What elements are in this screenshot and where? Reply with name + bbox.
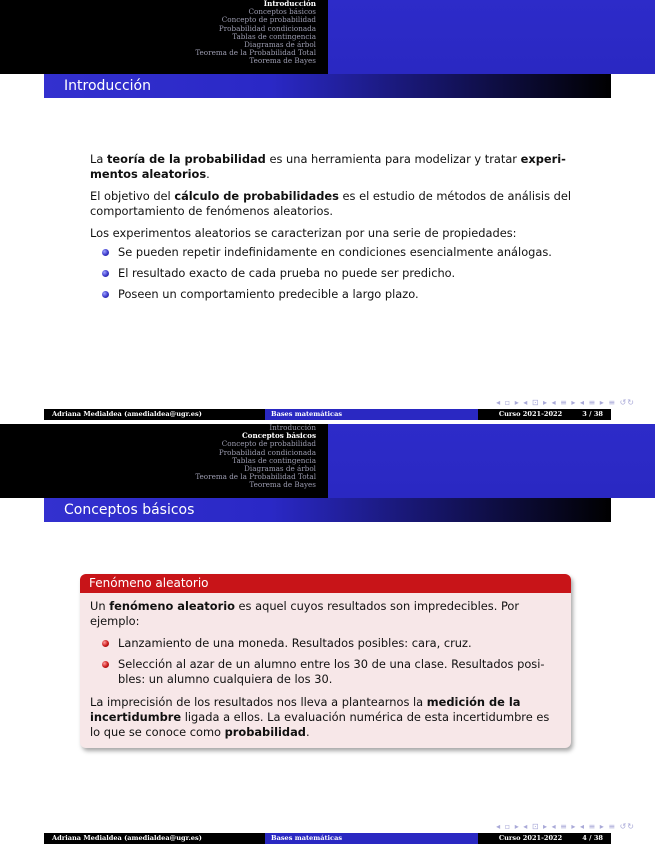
header-toc-panel <box>0 424 328 498</box>
footer-right <box>478 409 611 420</box>
slide-body <box>90 152 580 308</box>
toc-item-concepto-probabilidad[interactable]: Concepto de probabilidad <box>221 15 316 25</box>
paragraph-definition: Un fenómeno aleatorio es aquel cuyos resultados son impredecibles. Por ejemplo: <box>90 599 520 628</box>
header-band <box>0 424 655 498</box>
toc-item-bayes[interactable]: Teorema de Bayes <box>249 56 316 66</box>
header-blue-panel <box>328 424 655 498</box>
footer-author: Adriana Medialdea (amedialdea@ugr.es) <box>44 833 265 844</box>
toc-item-introduccion[interactable]: Introducción <box>263 0 316 8</box>
table-of-contents <box>195 424 316 490</box>
toc-item-probabilidad-total[interactable]: Teorema de la Probabilidad Total <box>195 472 316 482</box>
bullet-icon <box>102 640 109 647</box>
block-title: Fenómeno aleatorio <box>80 574 571 593</box>
list-item: Lanzamiento de una moneda. Resultados posibles: cara, cruz. <box>102 636 561 651</box>
toc-item-bayes[interactable]: Teorema de Bayes <box>249 480 316 490</box>
examples-list <box>90 636 561 687</box>
toc-item-introduccion[interactable]: Introducción <box>269 423 316 432</box>
slide-conceptos-basicos <box>0 424 655 848</box>
header-blue-panel <box>328 0 655 74</box>
header-band <box>0 0 655 74</box>
header-toc-panel <box>0 0 328 74</box>
toc-item-probabilidad-condicionada[interactable]: Probabilidad condicionada <box>218 447 316 457</box>
list-item: Poseen un comportamiento predecible a largo plazo. <box>102 287 580 302</box>
properties-list <box>90 245 580 302</box>
beamer-navigation-icons[interactable]: ◂ ▫ ▸ ◂ ⊡ ▸ ◂ ≡ ▸ ◂ ≡ ▸ ≡ ↺↻ <box>496 398 635 407</box>
footer-course-title: Bases matemáticas <box>265 833 478 844</box>
table-of-contents <box>195 0 316 66</box>
section-title: Conceptos básicos <box>44 498 611 522</box>
toc-item-diagramas[interactable]: Diagramas de árbol <box>244 464 316 474</box>
footer-course-title: Bases matemáticas <box>265 409 478 420</box>
page-number: 3 / 38 <box>582 410 603 418</box>
footer <box>44 833 611 844</box>
paragraph-objective: El objetivo del cálculo de probabilidades es el estudio de métodos de análisis del comportamiento de fenómenos aleatorios. <box>90 189 572 218</box>
toc-item-tablas[interactable]: Tablas de contingencia <box>232 31 316 41</box>
footer <box>44 409 611 420</box>
toc-item-tablas[interactable]: Tablas de contingencia <box>232 455 316 465</box>
list-item: El resultado exacto de cada prueba no puede ser predicho. <box>102 266 580 281</box>
section-title: Introducción <box>44 74 611 98</box>
footer-year: Curso 2021-2022 <box>498 834 563 842</box>
paragraph-properties: Los experimentos aleatorios se caracterizan por una serie de propiedades: <box>90 226 517 240</box>
list-item: Se pueden repetir indefinidamente en condiciones esencialmente análogas. <box>102 245 580 260</box>
footer-right <box>478 833 611 844</box>
bullet-icon <box>102 249 109 256</box>
page-number: 4 / 38 <box>582 834 603 842</box>
block-body <box>80 593 571 748</box>
paragraph-closing: La imprecisión de los resultados nos lleva a plantearnos la medición de la incertidumbre ligada a ellos. La evaluación numérica de esta incertidumbre es lo que se conoce como probabilidad. <box>90 695 550 739</box>
paragraph-definition: La teoría de la probabilidad es una herramienta para modelizar y tratar experi- mentos aleatorios. <box>90 152 566 181</box>
bullet-icon <box>102 291 109 298</box>
footer-author: Adriana Medialdea (amedialdea@ugr.es) <box>44 409 265 420</box>
toc-item-conceptos[interactable]: Conceptos básicos <box>248 7 316 17</box>
toc-item-diagramas[interactable]: Diagramas de árbol <box>244 40 316 50</box>
footer-year: Curso 2021-2022 <box>498 410 563 418</box>
list-item: Selección al azar de un alumno entre los 30 de una clase. Resultados posi- bles: un alumno cualquiera de los 30. <box>102 657 561 687</box>
toc-item-concepto-probabilidad[interactable]: Concepto de probabilidad <box>221 439 316 449</box>
definition-block <box>80 574 571 748</box>
bullet-icon <box>102 661 109 668</box>
bullet-icon <box>102 270 109 277</box>
beamer-navigation-icons[interactable]: ◂ ▫ ▸ ◂ ⊡ ▸ ◂ ≡ ▸ ◂ ≡ ▸ ≡ ↺↻ <box>496 822 635 831</box>
toc-item-conceptos[interactable]: Conceptos básicos <box>241 431 316 441</box>
toc-item-probabilidad-total[interactable]: Teorema de la Probabilidad Total <box>195 48 316 58</box>
toc-item-probabilidad-condicionada[interactable]: Probabilidad condicionada <box>218 23 316 33</box>
